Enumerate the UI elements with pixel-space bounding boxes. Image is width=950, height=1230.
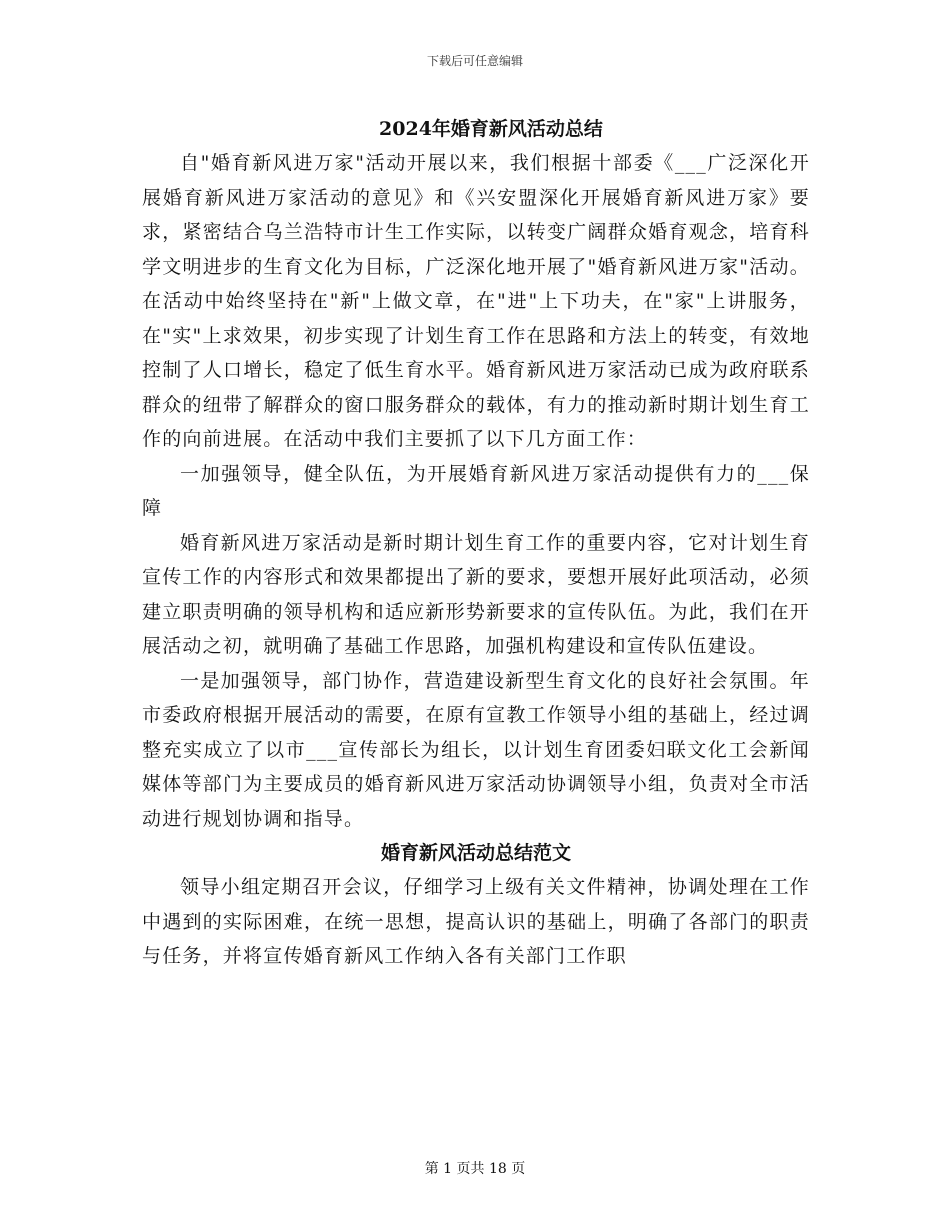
paragraph: 一是加强领导，部门协作，营造建设新型生育文化的良好社会氛围。年市委政府根据开展活动的需要，在原有宣教工作领导小组的基础上，经过调整充实成立了以市___宣传部长为组长，以计划生育团委妇联文化工会新闻媒体等部门为主要成员的婚育新风进万家活动协调领导小组，负责对全市活动进行规划协调和指导。: [142, 669, 810, 830]
page-number: 第 1 页共 18 页: [424, 1161, 526, 1177]
paragraph: 一加强领导，健全队伍，为开展婚育新风进万家活动提供有力的___保障: [142, 462, 810, 519]
paragraph: 婚育新风进万家活动是新时期计划生育工作的重要内容，它对计划生育宣传工作的内容形式和效果都提出了新的要求，要想开展好此项活动，必须建立职责明确的领导机构和适应新形势新要求的宣传队伍。为此，我们在开展活动之初，就明确了基础工作思路，加强机构建设和宣传队伍建设。: [142, 531, 810, 657]
document-body: [142, 112, 810, 974]
section-subtitle: 婚育新风活动总结范文: [380, 842, 571, 864]
header-note: 下载后可任意编辑: [426, 54, 523, 68]
document-title: 2024年婚育新风活动总结: [379, 118, 603, 140]
paragraph: 自"婚育新风进万家"活动开展以来，我们根据十部委《___广泛深化开展婚育新风进万家活动的意见》和《兴安盟深化开展婚育新风进万家》要求，紧密结合乌兰浩特市计生工作实际，以转变广阔群众婚育观念，培育科学文明进步的生育文化为目标，广泛深化地开展了"婚育新风进万家"活动。在活动中始终坚持在"新"上做文章，在"进"上下功夫，在"家"上讲服务，在"实"上求效果，初步实现了计划生育工作在思路和方法上的转变，有效地控制了人口增长，稳定了低生育水平。婚育新风进万家活动已成为政府联系群众的纽带了解群众的窗口服务群众的载体，有力的推动新时期计划生育工作的向前进展。在活动中我们主要抓了以下几方面工作：: [142, 152, 810, 450]
paragraph: 领导小组定期召开会议，仔细学习上级有关文件精神，协调处理在工作中遇到的实际困难，在统一思想，提高认识的基础上，明确了各部门的职责与任务，并将宣传婚育新风工作纳入各有关部门工作职: [142, 876, 810, 967]
